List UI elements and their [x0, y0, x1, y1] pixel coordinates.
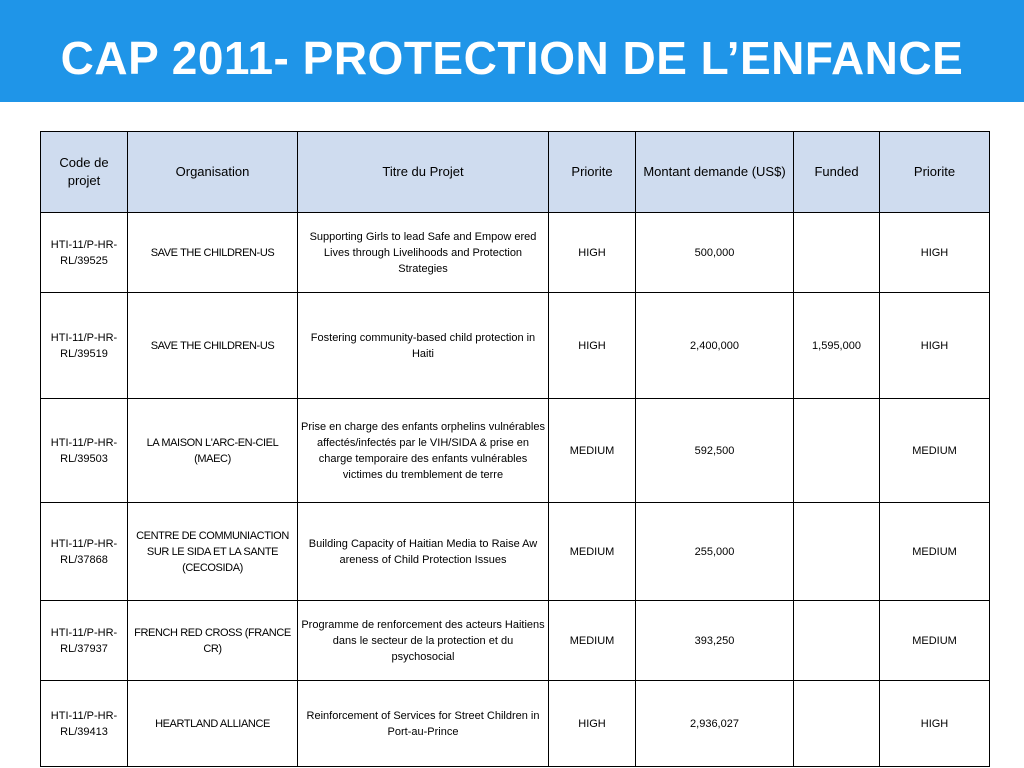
cell-funded: [794, 399, 880, 503]
cell-priority: MEDIUM: [549, 399, 636, 503]
cell-organisation: HEARTLAND ALLIANCE: [128, 681, 298, 767]
title-bar: [0, 0, 1024, 102]
cell-title: Supporting Girls to lead Safe and Empow ered Lives through Livelihoods and Protection Strategies: [298, 213, 549, 293]
cell-code: HTI-11/P-HR-RL/39519: [41, 293, 128, 399]
cell-funded: [794, 503, 880, 601]
cell-amount: 500,000: [636, 213, 794, 293]
cell-amount: 255,000: [636, 503, 794, 601]
table-row: [41, 399, 990, 503]
table-row: [41, 601, 990, 681]
table-row: [41, 293, 990, 399]
slide-title: CAP 2011- PROTECTION DE L’ENFANCE: [60, 32, 964, 84]
cell-funded: [794, 681, 880, 767]
cell-priority-2: HIGH: [880, 681, 990, 767]
cell-amount: 393,250: [636, 601, 794, 681]
header-organisation: Organisation: [128, 132, 298, 213]
cell-title: Building Capacity of Haitian Media to Raise Aw areness of Child Protection Issues: [298, 503, 549, 601]
cell-priority-2: HIGH: [880, 213, 990, 293]
header-priority-2: Priorite: [880, 132, 990, 213]
cell-title: Reinforcement of Services for Street Children in Port-au-Prince: [298, 681, 549, 767]
cell-priority-2: MEDIUM: [880, 503, 990, 601]
cell-code: HTI-11/P-HR-RL/39525: [41, 213, 128, 293]
cell-priority-2: MEDIUM: [880, 399, 990, 503]
header-code: Code de projet: [41, 132, 128, 213]
table-container: [40, 131, 989, 767]
cell-code: HTI-11/P-HR-RL/39503: [41, 399, 128, 503]
cell-organisation: FRENCH RED CROSS (FRANCE CR): [128, 601, 298, 681]
cell-priority: MEDIUM: [549, 503, 636, 601]
header-title: Titre du Projet: [298, 132, 549, 213]
cell-title: Prise en charge des enfants orphelins vulnérables affectés/infectés par le VIH/SIDA & prise en charge temporaire des enfants vulnérables victimes du tremblement de terre: [298, 399, 549, 503]
cell-funded: [794, 213, 880, 293]
cell-amount: 2,936,027: [636, 681, 794, 767]
cell-organisation: SAVE THE CHILDREN-US: [128, 293, 298, 399]
cell-priority-2: HIGH: [880, 293, 990, 399]
table-row: [41, 213, 990, 293]
cell-code: HTI-11/P-HR-RL/39413: [41, 681, 128, 767]
cell-title: Programme de renforcement des acteurs Haitiens dans le secteur de la protection et du psychosocial: [298, 601, 549, 681]
table-row: [41, 681, 990, 767]
cell-organisation: LA MAISON L'ARC-EN-CIEL (MAEC): [128, 399, 298, 503]
cell-amount: 592,500: [636, 399, 794, 503]
cell-amount: 2,400,000: [636, 293, 794, 399]
cell-organisation: CENTRE DE COMMUNIACTION SUR LE SIDA ET LA SANTE (CECOSIDA): [128, 503, 298, 601]
cell-priority: HIGH: [549, 213, 636, 293]
cell-priority-2: MEDIUM: [880, 601, 990, 681]
table-header-row: [41, 132, 990, 213]
cell-title: Fostering community-based child protection in Haiti: [298, 293, 549, 399]
cell-funded: 1,595,000: [794, 293, 880, 399]
header-funded: Funded: [794, 132, 880, 213]
cell-priority: MEDIUM: [549, 601, 636, 681]
table-row: [41, 503, 990, 601]
cell-organisation: SAVE THE CHILDREN-US: [128, 213, 298, 293]
cell-priority: HIGH: [549, 293, 636, 399]
cell-code: HTI-11/P-HR-RL/37937: [41, 601, 128, 681]
cell-priority: HIGH: [549, 681, 636, 767]
project-table: [40, 131, 990, 767]
cell-code: HTI-11/P-HR-RL/37868: [41, 503, 128, 601]
header-priority: Priorite: [549, 132, 636, 213]
cell-funded: [794, 601, 880, 681]
header-amount: Montant demande (US$): [636, 132, 794, 213]
